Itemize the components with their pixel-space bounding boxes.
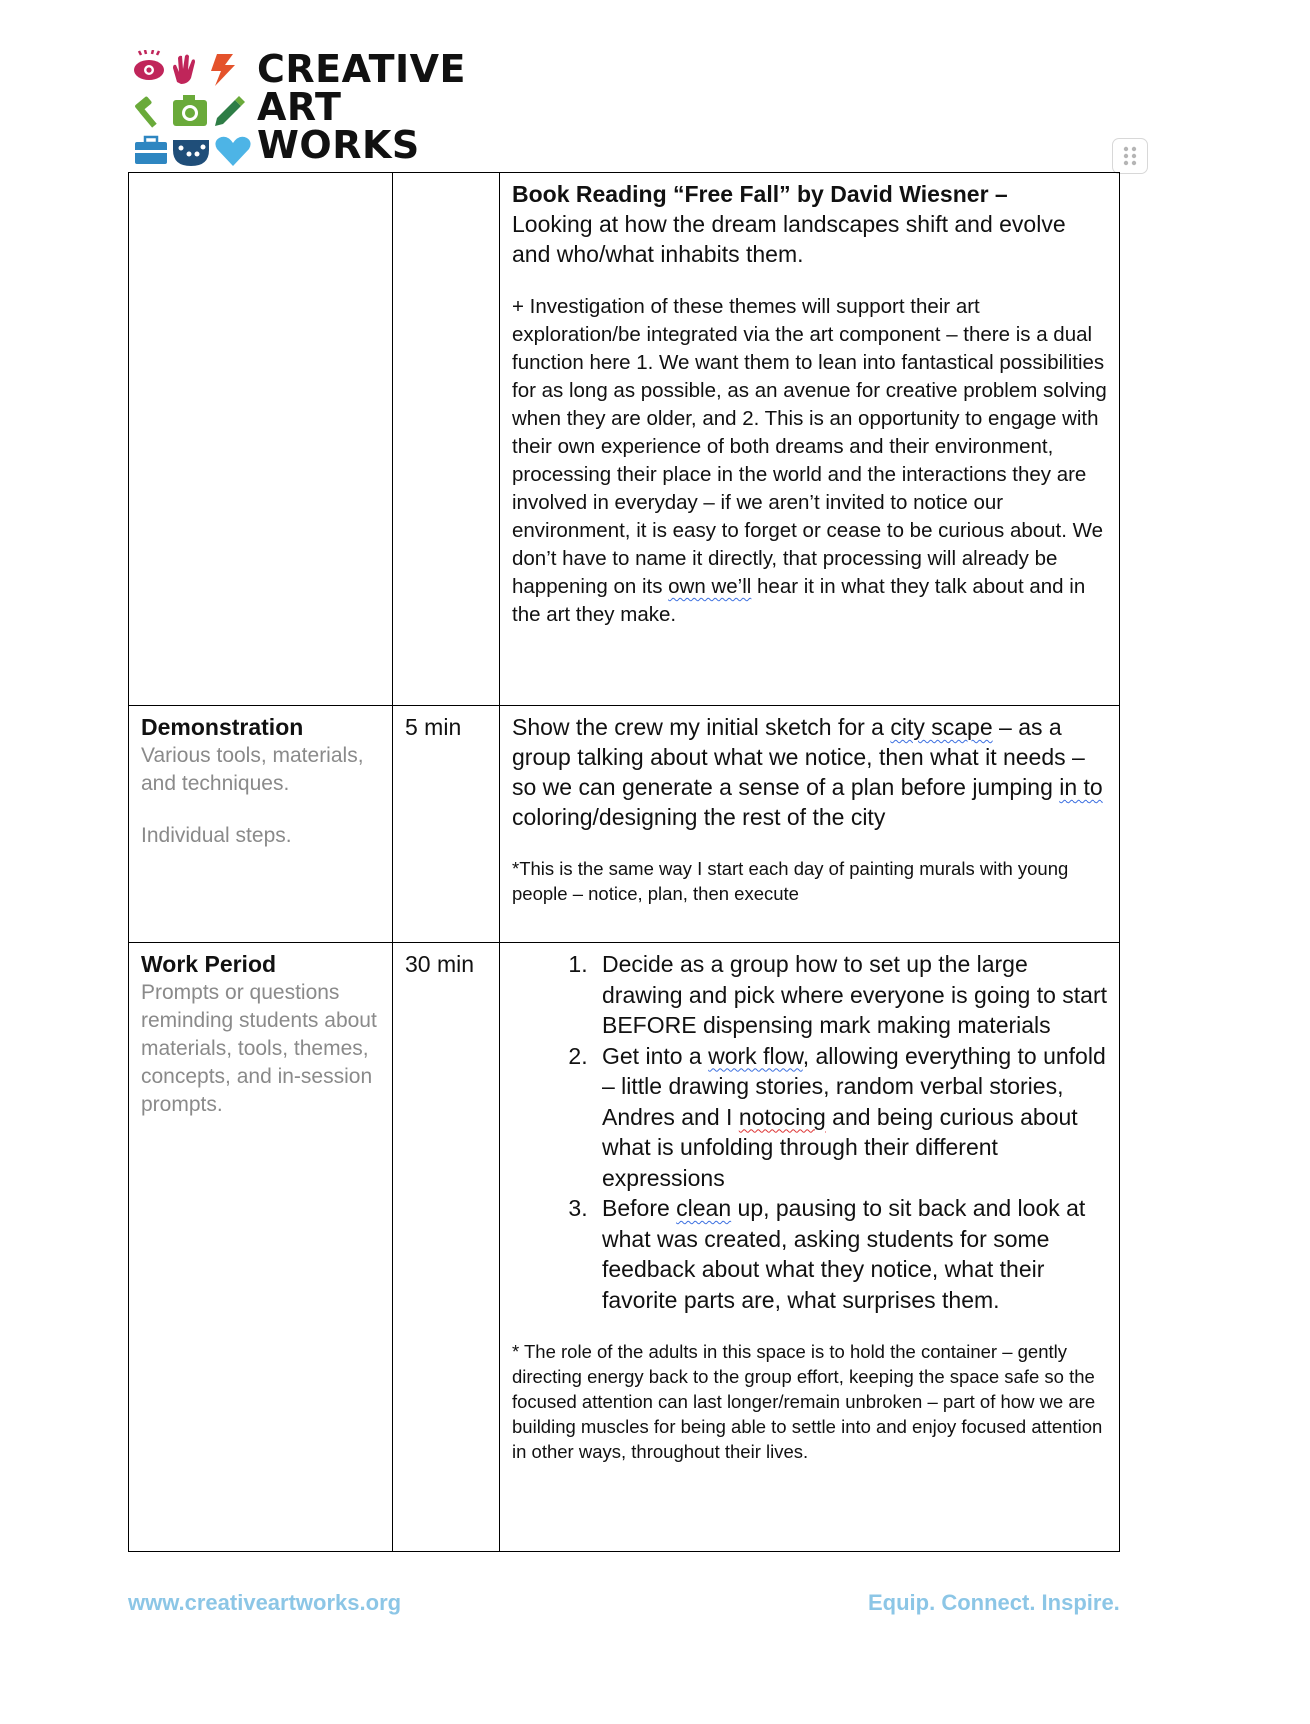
time-cell[interactable] xyxy=(393,173,500,706)
work-period-steps xyxy=(512,949,1107,1315)
content-cell[interactable] xyxy=(500,943,1120,1552)
activity-cell[interactable] xyxy=(129,173,393,706)
table-row xyxy=(129,943,1120,1552)
list-item xyxy=(594,1041,1107,1194)
step-text: and being curious about what is unfolding through their different expressions xyxy=(602,1103,1078,1191)
table-row xyxy=(129,706,1120,943)
eye-icon xyxy=(134,50,164,80)
content-cell[interactable] xyxy=(500,173,1120,706)
logo-wordmark xyxy=(257,47,466,167)
investigation-text-end: hear it in what they talk about and in the art they make. xyxy=(512,575,1086,626)
hammer-icon xyxy=(134,96,156,128)
spellcheck-flag[interactable]: own we’ll xyxy=(668,575,752,598)
camera-icon xyxy=(173,95,207,126)
activity-cell[interactable] xyxy=(129,706,393,943)
lightning-icon xyxy=(211,54,235,86)
pencil-icon xyxy=(215,96,245,126)
spellcheck-flag[interactable]: clean xyxy=(676,1195,732,1221)
work-period-note: * The role of the adults in this space is to hold the container – gently directing energy back to the group effort, keeping the space safe so the focused attention can last longer/remain unbroken – part of how we are building muscles for being able to settle into and enjoy focused attention in other ways, throughout their lives. xyxy=(512,1341,1103,1462)
creative-art-works-logo xyxy=(133,47,466,168)
heart-icon xyxy=(215,137,250,166)
investigation-text: + Investigation of these themes will support their art exploration/be integrated via the art component – there is a dual function here 1. We want them to lean into fantastical possibilities for as long as possible, as an avenue for creative problem solving when they are older, and 2. This is an opportunity to engage with their own experience of both dreams and their environment, processing their place in the world and the interactions they are involved in everyday – if we aren’t invited to notice our environment, it is easy to forget or cease to be curious about. We don’t have to name it directly, that processing will already be happening on its xyxy=(512,295,1107,598)
investigation-paragraph xyxy=(512,293,1107,629)
activity-cell[interactable] xyxy=(129,943,393,1552)
footer-tagline: Equip. Connect. Inspire. xyxy=(868,1590,1120,1615)
activity-description: Individual steps. xyxy=(141,824,292,847)
logo-icon-grid xyxy=(133,50,251,168)
step-text: Decide as a group how to set up the large drawing and pick where everyone is going to start BEFORE dispensing mark making materials xyxy=(602,951,1108,1038)
book-reading-title: Book Reading “Free Fall” by David Wiesner – xyxy=(512,181,1008,207)
list-item xyxy=(594,1193,1107,1315)
toolbox-icon xyxy=(135,137,167,164)
logo-line-works: WORKS xyxy=(257,123,420,167)
demo-text-a: Show the crew my initial sketch for a xyxy=(512,714,891,740)
activity-title: Work Period xyxy=(141,951,277,977)
time-cell[interactable] xyxy=(393,943,500,1552)
hand-icon xyxy=(173,55,195,85)
drag-dots-icon xyxy=(1113,139,1147,173)
demo-text-c: coloring/designing the rest of the city xyxy=(512,804,886,830)
step-text: , allowing everything to unfold – little drawing stories, random verbal stories, Andres and I xyxy=(602,1042,1106,1130)
spellcheck-flag[interactable]: in to xyxy=(1059,774,1103,800)
activity-description: Prompts or questions reminding students about materials, tools, themes, concepts, and in-session prompts. xyxy=(141,981,377,1116)
content-cell[interactable] xyxy=(500,706,1120,943)
table-drag-handle[interactable] xyxy=(1112,138,1148,174)
list-item xyxy=(594,949,1107,1041)
spelling-error-flag[interactable]: notocing xyxy=(738,1103,826,1130)
spellcheck-flag[interactable]: work flow xyxy=(708,1042,803,1069)
book-reading-lead: Looking at how the dream landscapes shift and evolve and who/what inhabits them. xyxy=(512,211,1066,267)
logo-line-creative: CREATIVE xyxy=(257,47,466,91)
demonstration-text xyxy=(512,712,1107,832)
table-row xyxy=(129,173,1120,706)
spellcheck-flag[interactable]: city scape xyxy=(890,714,993,740)
demonstration-note: *This is the same way I start each day of painting murals with young people – notice, plan, then execute xyxy=(512,858,1069,904)
time-label: 30 min xyxy=(405,951,475,977)
step-text: Before xyxy=(602,1195,677,1221)
footer-website-link[interactable]: www.creativeartworks.org xyxy=(128,1590,402,1615)
step-text: Get into a xyxy=(602,1042,709,1069)
time-cell[interactable] xyxy=(393,706,500,943)
palette-icon xyxy=(173,140,209,166)
logo-line-art: ART xyxy=(257,85,342,129)
time-label: 5 min xyxy=(405,714,462,740)
demo-text-b: – as a group talking about what we notice, then what it needs – so we can generate a sense of a plan before jumping xyxy=(512,714,1085,800)
activity-title: Demonstration xyxy=(141,714,304,740)
lesson-plan-table xyxy=(128,172,1120,1552)
activity-description: Various tools, materials, and techniques. xyxy=(141,744,364,795)
step-text: up, pausing to sit back and look at what was created, asking students for some feedback about what they notice, what their favorite parts are, what surprises them. xyxy=(602,1195,1086,1313)
